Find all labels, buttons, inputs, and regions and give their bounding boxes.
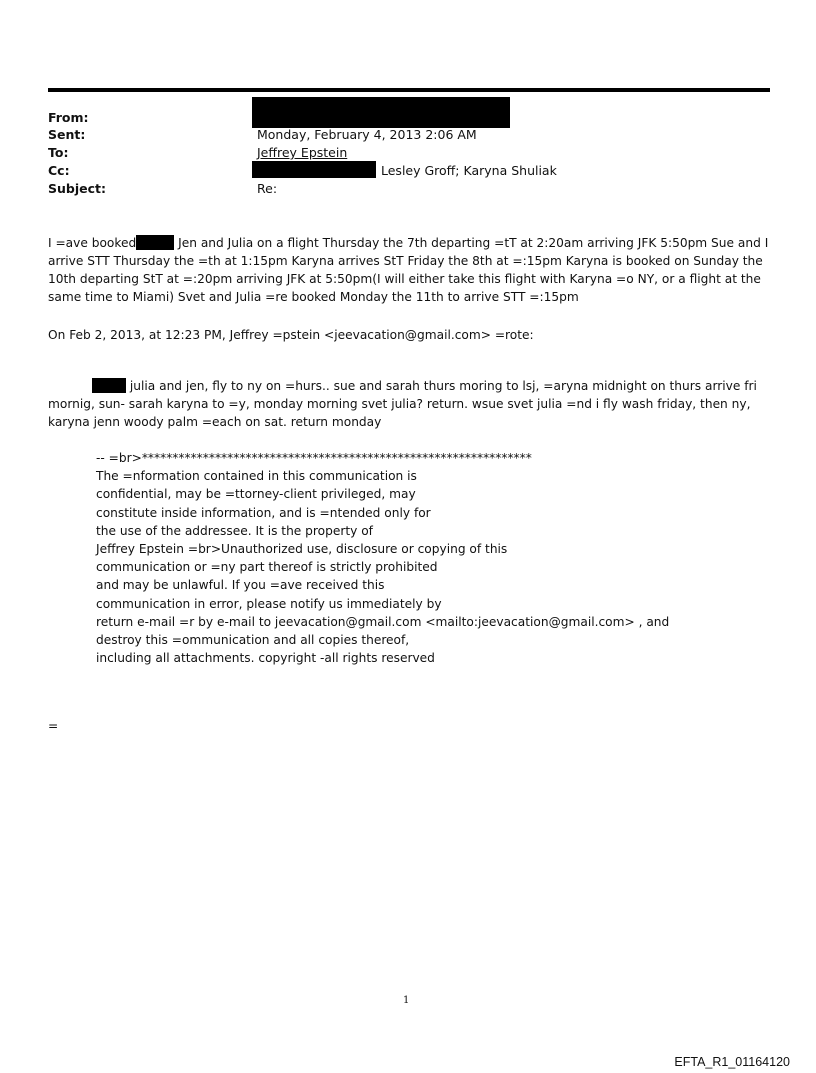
message-text-start: I =ave booked (48, 236, 137, 250)
confidentiality-disclaimer (96, 449, 669, 667)
disclaimer-line: destroy this =ommunication and all copies thereof, (96, 633, 410, 648)
cc-label: Cc: (48, 163, 70, 178)
cc-redaction (252, 161, 376, 178)
message-text-rest: Jen and Julia on a flight Thursday the 7th departing =tT at 2:20am arriving JFK 5:50pm Sue and I arrive STT Thursday the =th at 1:15pm Karyna arrives StT Friday the 8th at =:15pm Karyna is booked on Sunday the 10th departing StT at =:20pm arriving JFK at 5:50pm(I will either take this flight with Karyna =o NY, or a flight at the same time to Miami) Svet and Julia =re booked Monday the 11th to arrive STT =:15pm (48, 236, 769, 304)
sent-label: Sent: (48, 127, 86, 142)
subject-value: Re: (257, 181, 278, 196)
disclaimer-line: communication in error, please notify us immediately by (96, 596, 442, 611)
page-number: 1 (403, 995, 410, 1006)
disclaimer-line: Jeffrey Epstein =br>Unauthorized use, disclosure or copying of this (96, 542, 508, 557)
name-redaction (136, 235, 174, 250)
from-label: From: (48, 110, 89, 125)
disclaimer-line: return e-mail =r by e-mail to jeevacation@gmail.com <mailto:jeevacation@gmail.com> , and (96, 614, 670, 629)
disclaimer-line: the use of the addressee. It is the property of (96, 523, 373, 538)
quote-attribution: On Feb 2, 2013, at 12:23 PM, Jeffrey =pstein <jeevacation@gmail.com> =rote: (48, 328, 534, 342)
quoted-text: julia and jen, fly to ny on =hurs.. sue and sarah thurs moring to lsj, =aryna midnight on thurs arrive fri mornig, sun- sarah karyna to =y, monday morning svet julia? return. wsue svet julia =nd i fly wash friday, then ny, karyna jenn woody palm =each on sat. return monday (48, 379, 757, 429)
document-id: EFTA_R1_01164120 (674, 1055, 790, 1069)
to-label: To: (48, 145, 69, 160)
sent-value: Monday, February 4, 2013 2:06 AM (257, 127, 477, 142)
quoted-name-redaction (92, 378, 126, 393)
disclaimer-line: and may be unlawful. If you =ave received this (96, 578, 385, 593)
cc-value: Lesley Groff; Karyna Shuliak (381, 163, 557, 178)
message-paragraph (48, 234, 774, 306)
disclaimer-line: The =nformation contained in this communication is (96, 469, 417, 484)
subject-label: Subject: (48, 181, 106, 196)
trailing-equals: = (48, 719, 59, 733)
disclaimer-line: including all attachments. copyright -all rights reserved (96, 651, 435, 666)
disclaimer-line: constitute inside information, and is =ntended only for (96, 505, 431, 520)
quoted-paragraph (48, 377, 774, 431)
disclaimer-line: -- =br>**************************************************************** (96, 451, 532, 465)
disclaimer-line: confidential, may be =ttorney-client privileged, may (96, 487, 416, 502)
to-value: Jeffrey Epstein (257, 145, 348, 160)
header-rule (48, 88, 770, 92)
disclaimer-line: communication or =ny part thereof is strictly prohibited (96, 560, 438, 575)
from-redaction (252, 97, 510, 128)
